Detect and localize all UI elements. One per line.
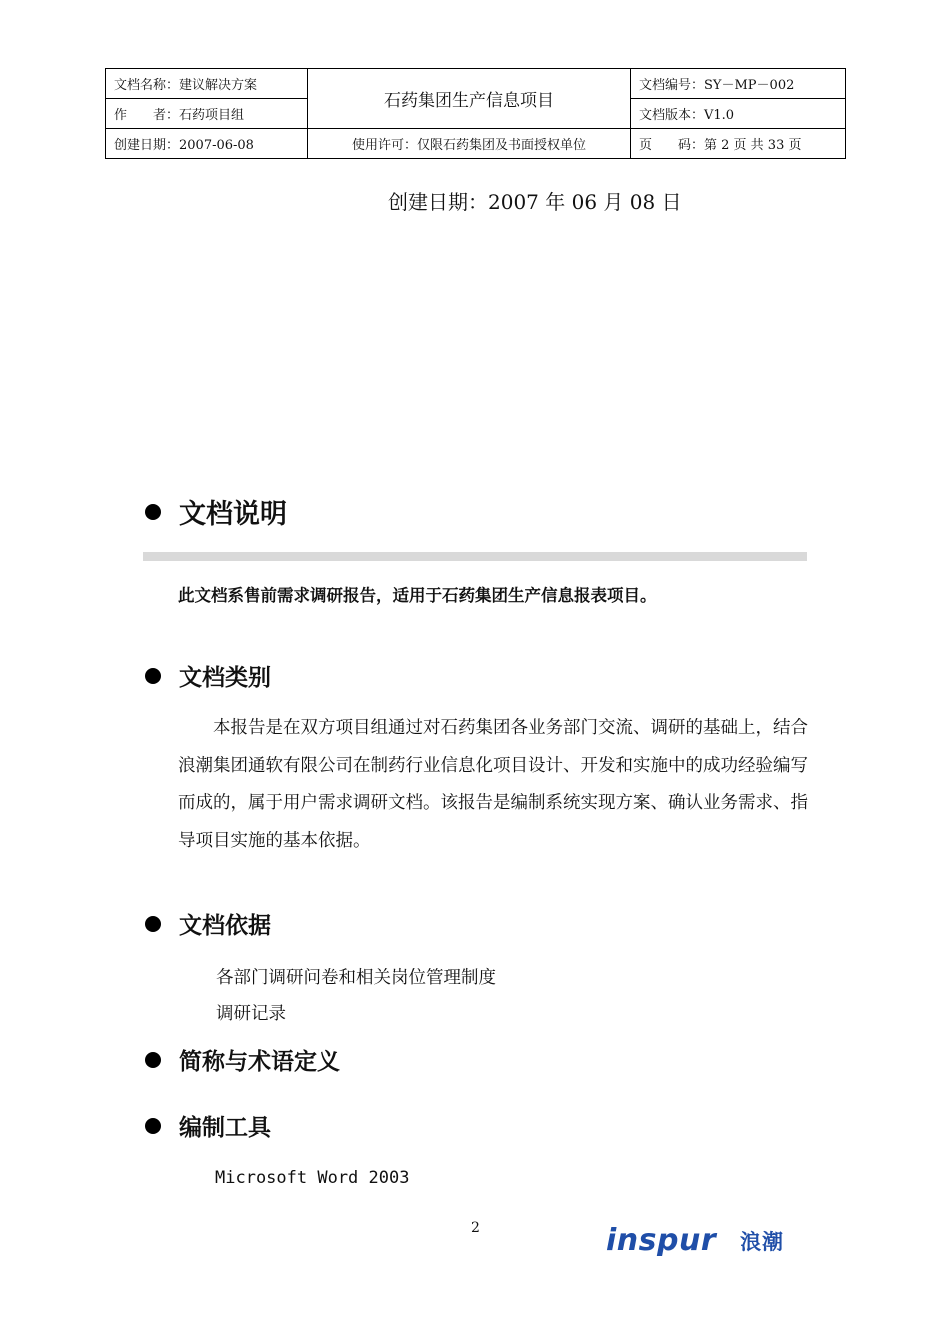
doc-number-cell: 文档编号：SY－MP－002 — [631, 69, 846, 99]
bullet-icon — [145, 916, 161, 932]
heading-text: 简称与术语定义 — [179, 1049, 340, 1075]
heading-tools — [145, 1109, 271, 1142]
bullet-icon — [145, 1118, 161, 1134]
bullet-icon — [145, 1052, 161, 1068]
heading-text: 文档说明 — [179, 499, 287, 530]
page-number: 2 — [471, 1220, 480, 1236]
heading-text: 文档依据 — [179, 913, 271, 939]
doc-category-paragraph: 本报告是在双方项目组通过对石药集团各业务部门交流、调研的基础上，结合浪潮集团通软有限公司在制药行业信息化项目设计、开发和实施中的成功经验编写而成的，属于用户需求调研文档。该报告是编制系统实现方案、确认业务需求、指导项目实施的基本依据。 — [178, 718, 808, 851]
project-title-cell: 石药集团生产信息项目 — [308, 69, 631, 129]
doc-version-cell: 文档版本：V1.0 — [631, 99, 846, 129]
bullet-icon — [145, 504, 161, 520]
inspur-logo-icon — [606, 1226, 736, 1256]
create-date-cell: 创建日期：2007-06-08 — [106, 129, 308, 159]
heading-text: 编制工具 — [179, 1115, 271, 1141]
heading-abbreviations — [145, 1043, 340, 1076]
basis-item: 调研记录 — [216, 1004, 286, 1024]
bullet-icon — [145, 668, 161, 684]
logo-wordmark: inspur — [606, 1226, 717, 1256]
logo-cn-text: 浪潮 — [740, 1230, 784, 1254]
license-cell: 使用许可：仅限石药集团及书面授权单位 — [308, 129, 631, 159]
document-header-table — [105, 68, 846, 159]
heading-doc-description — [145, 492, 287, 531]
section-divider — [143, 552, 807, 561]
create-date-line: 创建日期：2007 年 06 月 08 日 — [388, 190, 682, 214]
doc-description-text: 此文档系售前需求调研报告，适用于石药集团生产信息报表项目。 — [178, 586, 657, 605]
doc-name-cell: 文档名称：建议解决方案 — [106, 69, 308, 99]
heading-doc-category — [145, 659, 271, 692]
author-cell: 作 者：石药项目组 — [106, 99, 308, 129]
tools-item: Microsoft Word 2003 — [215, 1168, 410, 1188]
heading-doc-basis — [145, 907, 271, 940]
heading-text: 文档类别 — [179, 665, 271, 691]
page-info-cell: 页 码：第 2 页 共 33 页 — [631, 129, 846, 159]
basis-item: 各部门调研问卷和相关岗位管理制度 — [216, 968, 496, 988]
inspur-logo — [606, 1226, 784, 1256]
